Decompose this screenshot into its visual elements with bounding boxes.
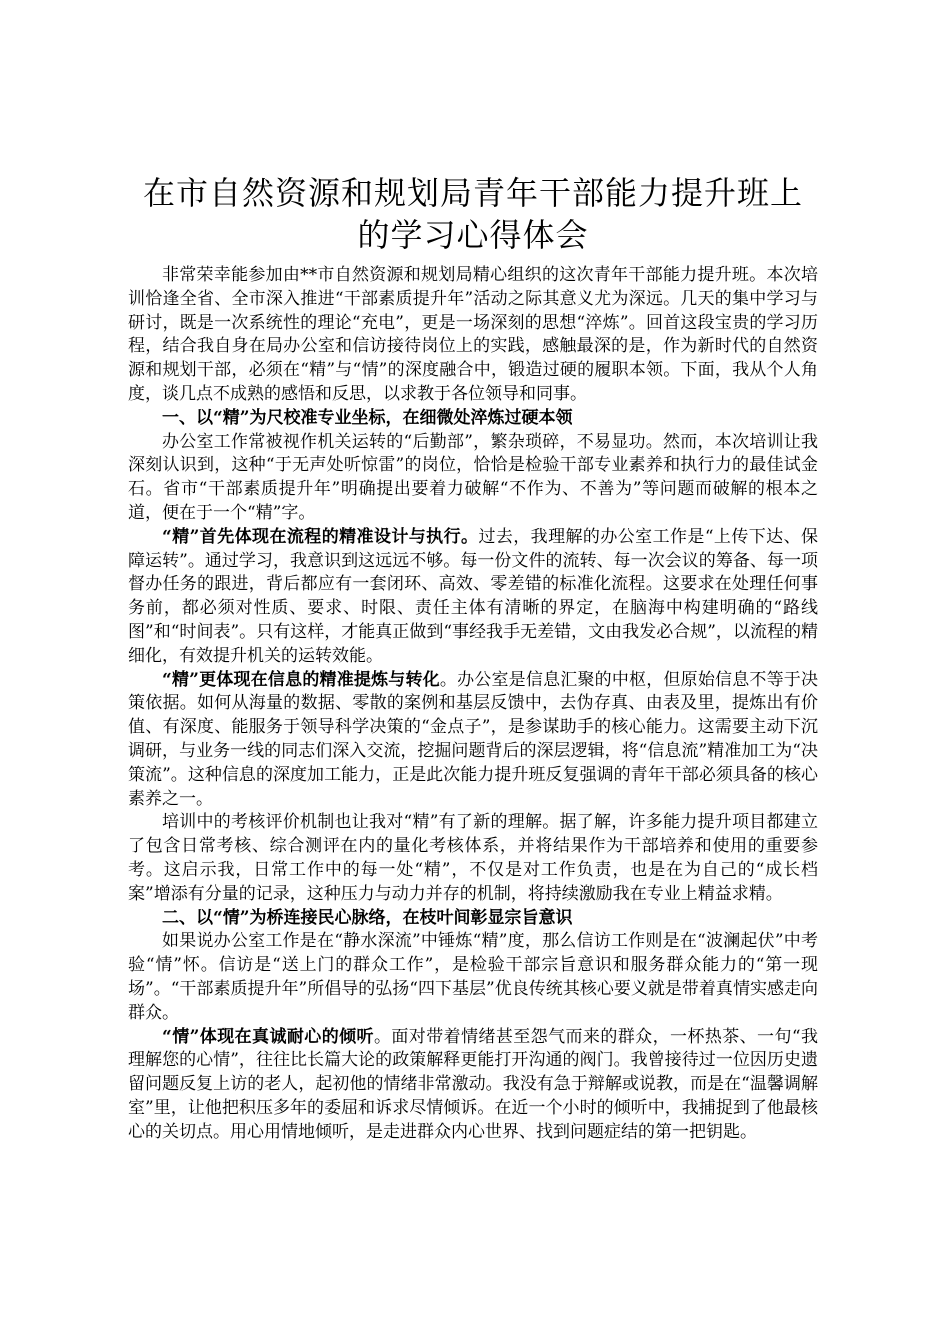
body-paragraph (128, 431, 818, 526)
body-paragraph (128, 264, 818, 407)
paragraph-lead: “精”更体现在信息的精准提炼与转化 (162, 669, 440, 690)
paragraph-text: 一、以“精”为尺校准专业坐标，在细微处淬炼过硬本领 (162, 407, 573, 428)
paragraph-text: 培训中的考核评价机制也让我对“精”有了新的理解。据了解，许多能力提升项目都建立了包含日常考核、综合测评在内的量化考核体系，并将结果作为干部培养和使用的重要参考。这启示我，日常工作中的每一处“精”，不仅是对工作负责，也是在为自己的“成长档案”增添有分量的记录，这种压力与动力并存的机制，将持续激励我在专业上精益求精。 (128, 812, 818, 904)
paragraph-lead: “精”首先体现在流程的精准设计与执行。 (162, 526, 479, 547)
body-paragraph (128, 811, 818, 906)
paragraph-text: 办公室工作常被视作机关运转的“后勤部”，繁杂琐碎，不易显功。然而，本次培训让我深刻认识到，这种“于无声处听惊雷”的岗位，恰恰是检验干部专业素养和执行力的最佳试金石。省市“干部素质提升年”明确提出要着力破解“不作为、不善为”等问题而破解的根本之道，便在于一个“精”字。 (128, 431, 818, 523)
document-title: 在市自然资源和规划局青年干部能力提升班上的学习心得体会 (142, 174, 803, 254)
paragraph-text: 。办公室是信息汇聚的中枢，但原始信息不等于决策依据。如何从海量的数据、零散的案例和基层反馈中，去伪存真、由表及里，提炼出有价值、有深度、能服务于领导科学决策的“金点子”，是参谋助手的核心能力。这需要主动下沉调研，与业务一线的同志们深入交流，挖掘问题背后的深层逻辑，将“信息流”精准加工为“决策流”。这种信息的深度加工能力，正是此次能力提升班反复强调的青年干部必须具备的核心素养之一。 (128, 669, 819, 809)
paragraph-text: 二、以“情”为桥连接民心脉络，在枝叶间彰显宗旨意识 (162, 907, 573, 928)
section-heading (128, 407, 818, 431)
body-paragraph (128, 1026, 818, 1145)
body-paragraph (128, 930, 818, 1025)
paragraph-text: 如果说办公室工作是在“静水深流”中锤炼“精”度，那么信访工作则是在“波澜起伏”中考验“情”怀。信访是“送上门的群众工作”，是检验干部宗旨意识和服务群众能力的“第一现场”。“干部素质提升年”所倡导的弘扬“四下基层”优良传统其核心要义就是带着真情实感走向群众。 (128, 931, 818, 1023)
paragraph-text: 非常荣幸能参加由**市自然资源和规划局精心组织的这次青年干部能力提升班。本次培训恰逢全省、全市深入推进“干部素质提升年”活动之际其意义尤为深远。几天的集中学习与研讨，既是一次系统性的理论“充电”，更是一场深刻的思想“淬炼”。回首这段宝贵的学习历程，结合我自身在局办公室和信访接待岗位上的实践，感触最深的是，作为新时代的自然资源和规划干部，必须在“精”与“情”的深度融合中，锻造过硬的履职本领。下面，我从个人角度，谈几点不成熟的感悟和反思，以求教于各位领导和同事。 (128, 265, 818, 404)
paragraph-lead: “情”体现在真诚耐心的倾听 (162, 1026, 374, 1047)
section-heading (128, 907, 818, 931)
paragraph-text: 过去，我理解的办公室工作是“上传下达、保障运转”。通过学习，我意识到这远远不够。每一份文件的流转、每一次会议的筹备、每一项督办任务的跟进，背后都应有一套闭环、高效、零差错的标准化流程。这要求在处理任何事务前，都必须对性质、要求、时限、责任主体有清晰的界定，在脑海中构建明确的“路线图”和“时间表”。只有这样，才能真正做到“事经我手无差错，文由我发必合规”，以流程的精细化，有效提升机关的运转效能。 (128, 526, 818, 666)
body-paragraph (128, 669, 818, 812)
document-page (128, 172, 818, 1144)
document-body (128, 264, 818, 1144)
body-paragraph (128, 526, 818, 669)
paragraph-text: 。面对带着情绪甚至怨气而来的群众，一杯热茶、一句“我理解您的心情”，往往比长篇大论的政策解释更能打开沟通的阀门。我曾接待过一位因历史遗留问题反复上访的老人，起初他的情绪非常激动。我没有急于辩解或说教，而是在“温馨调解室”里，让他把积压多年的委屈和诉求尽情倾诉。在近一个小时的倾听中，我捕捉到了他最核心的关切点。用心用情地倾听，是走进群众内心世界、找到问题症结的第一把钥匙。 (128, 1026, 818, 1142)
